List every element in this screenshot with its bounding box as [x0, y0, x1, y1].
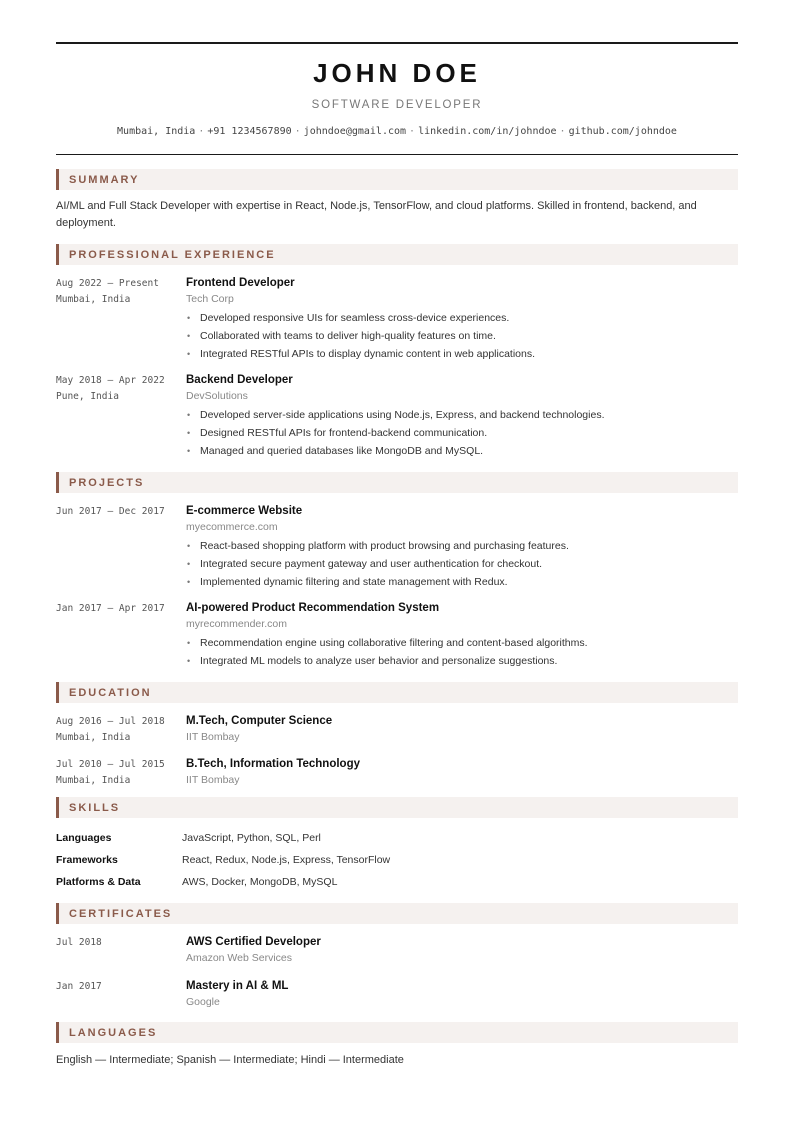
entry-content [186, 372, 738, 460]
entry-date: Aug 2016 – Jul 2018 [56, 716, 165, 727]
certificate-entry [56, 934, 738, 966]
section-heading: SKILLS [69, 801, 121, 814]
bullet-item: • React-based shopping platform with product browsing and purchasing features. [186, 537, 738, 555]
entry-bullets [186, 634, 738, 670]
resume-page [56, 42, 738, 1068]
section-heading: SUMMARY [69, 173, 140, 186]
entry-date: Jun 2017 – Dec 2017 [56, 506, 165, 517]
skill-category: Platforms & Data [56, 876, 141, 888]
entry-bullets [186, 406, 738, 460]
candidate-title: SOFTWARE DEVELOPER [311, 99, 483, 111]
entry-content [186, 978, 738, 1010]
entry-location: Mumbai, India [56, 294, 131, 305]
entry-org: Tech Corp [186, 293, 234, 305]
certificate-issuer: Amazon Web Services [186, 952, 293, 964]
header-bottom-rule [56, 154, 738, 155]
skill-row [56, 871, 738, 893]
project-name: AI-powered Product Recommendation System [186, 602, 440, 614]
entry-content [186, 503, 738, 591]
entry-bullets [186, 537, 738, 591]
bullet-item: • Recommendation engine using collaborative filtering and content-based algorithms. [186, 634, 738, 652]
certificate-issuer: Google [186, 996, 220, 1008]
project-link[interactable]: myrecommender.com [186, 618, 287, 630]
project-name: E-commerce Website [186, 505, 303, 517]
section-certificates [56, 903, 738, 924]
entry-date: Jul 2010 – Jul 2015 [56, 759, 165, 770]
contact-github[interactable]: github.com/johndoe [568, 126, 677, 137]
skill-category: Languages [56, 832, 112, 844]
entry-content [186, 713, 738, 746]
section-heading: CERTIFICATES [69, 907, 173, 920]
school-name: IIT Bombay [186, 731, 240, 743]
section-experience [56, 244, 738, 265]
section-heading: LANGUAGES [69, 1026, 158, 1039]
top-rule [56, 42, 738, 44]
entry-meta [56, 600, 186, 670]
candidate-name: JOHN DOE [313, 58, 481, 88]
project-entry [56, 600, 738, 670]
bullet-item: • Implemented dynamic filtering and state management with Redux. [186, 573, 738, 591]
section-heading: EDUCATION [69, 686, 152, 699]
experience-entry [56, 275, 738, 363]
section-education [56, 682, 738, 703]
entry-content [186, 934, 738, 966]
entry-content [186, 275, 738, 363]
section-skills [56, 797, 738, 818]
section-projects [56, 472, 738, 493]
entry-date: May 2018 – Apr 2022 [56, 375, 165, 386]
entry-role: Backend Developer [186, 374, 293, 386]
section-heading: PROFESSIONAL EXPERIENCE [69, 248, 276, 261]
education-entry [56, 756, 738, 789]
education-entry [56, 713, 738, 746]
bullet-item: • Designed RESTful APIs for frontend-backend communication. [186, 424, 738, 442]
section-summary [56, 169, 738, 190]
section-languages [56, 1022, 738, 1043]
languages-text: English — Intermediate; Spanish — Intermediate; Hindi — Intermediate [56, 1054, 404, 1066]
entry-meta [56, 978, 186, 1010]
contact-separator: · [409, 126, 416, 137]
contact-line [56, 125, 738, 139]
bullet-item: • Integrated ML models to analyze user behavior and personalize suggestions. [186, 652, 738, 670]
skills-list [56, 827, 738, 893]
contact-email[interactable]: johndoe@gmail.com [303, 126, 407, 137]
bullet-item: • Developed server-side applications using Node.js, Express, and backend technologies. [186, 406, 738, 424]
summary-text: AI/ML and Full Stack Developer with expertise in React, Node.js, TensorFlow, and cloud platforms. Skilled in frontend, backend, and deployment. [56, 200, 697, 229]
bullet-item: • Managed and queried databases like MongoDB and MySQL. [186, 442, 738, 460]
entry-meta [56, 713, 186, 746]
degree-name: B.Tech, Information Technology [186, 758, 360, 770]
skill-values: AWS, Docker, MongoDB, MySQL [182, 876, 338, 888]
entry-content [186, 756, 738, 789]
degree-name: M.Tech, Computer Science [186, 715, 333, 727]
section-heading: PROJECTS [69, 476, 145, 489]
entry-meta [56, 275, 186, 363]
entry-content [186, 600, 738, 670]
project-entry [56, 503, 738, 591]
bullet-item: • Integrated RESTful APIs to display dynamic content in web applications. [186, 345, 738, 363]
entry-role: Frontend Developer [186, 277, 295, 289]
bullet-item: • Collaborated with teams to deliver high-quality features on time. [186, 327, 738, 345]
contact-separator: · [559, 126, 566, 137]
bullet-item: • Developed responsive UIs for seamless cross-device experiences. [186, 309, 738, 327]
entry-meta [56, 934, 186, 966]
certificate-name: Mastery in AI & ML [186, 980, 289, 992]
project-link[interactable]: myecommerce.com [186, 521, 278, 533]
entry-location: Mumbai, India [56, 775, 131, 786]
entry-location: Mumbai, India [56, 732, 131, 743]
certificate-entry [56, 978, 738, 1010]
entry-meta [56, 372, 186, 460]
entry-org: DevSolutions [186, 390, 248, 402]
skill-values: React, Redux, Node.js, Express, TensorFlow [182, 854, 391, 866]
contact-separator: · [294, 126, 301, 137]
entry-date: Jan 2017 – Apr 2017 [56, 603, 165, 614]
entry-date: Aug 2022 – Present [56, 278, 159, 289]
skill-row [56, 827, 738, 849]
certificate-name: AWS Certified Developer [186, 936, 321, 948]
entry-location: Pune, India [56, 391, 119, 402]
contact-separator: · [198, 126, 205, 137]
entry-date: Jan 2017 [56, 981, 102, 992]
entry-bullets [186, 309, 738, 363]
experience-entry [56, 372, 738, 460]
school-name: IIT Bombay [186, 774, 240, 786]
entry-date: Jul 2018 [56, 937, 102, 948]
contact-location: Mumbai, India [117, 126, 196, 137]
skill-row [56, 849, 738, 871]
entry-meta [56, 756, 186, 789]
skill-values: JavaScript, Python, SQL, Perl [182, 832, 321, 844]
entry-meta [56, 503, 186, 591]
contact-phone: +91 1234567890 [207, 126, 292, 137]
skill-category: Frameworks [56, 854, 118, 866]
bullet-item: • Integrated secure payment gateway and user authentication for checkout. [186, 555, 738, 573]
contact-linkedin[interactable]: linkedin.com/in/johndoe [418, 126, 557, 137]
